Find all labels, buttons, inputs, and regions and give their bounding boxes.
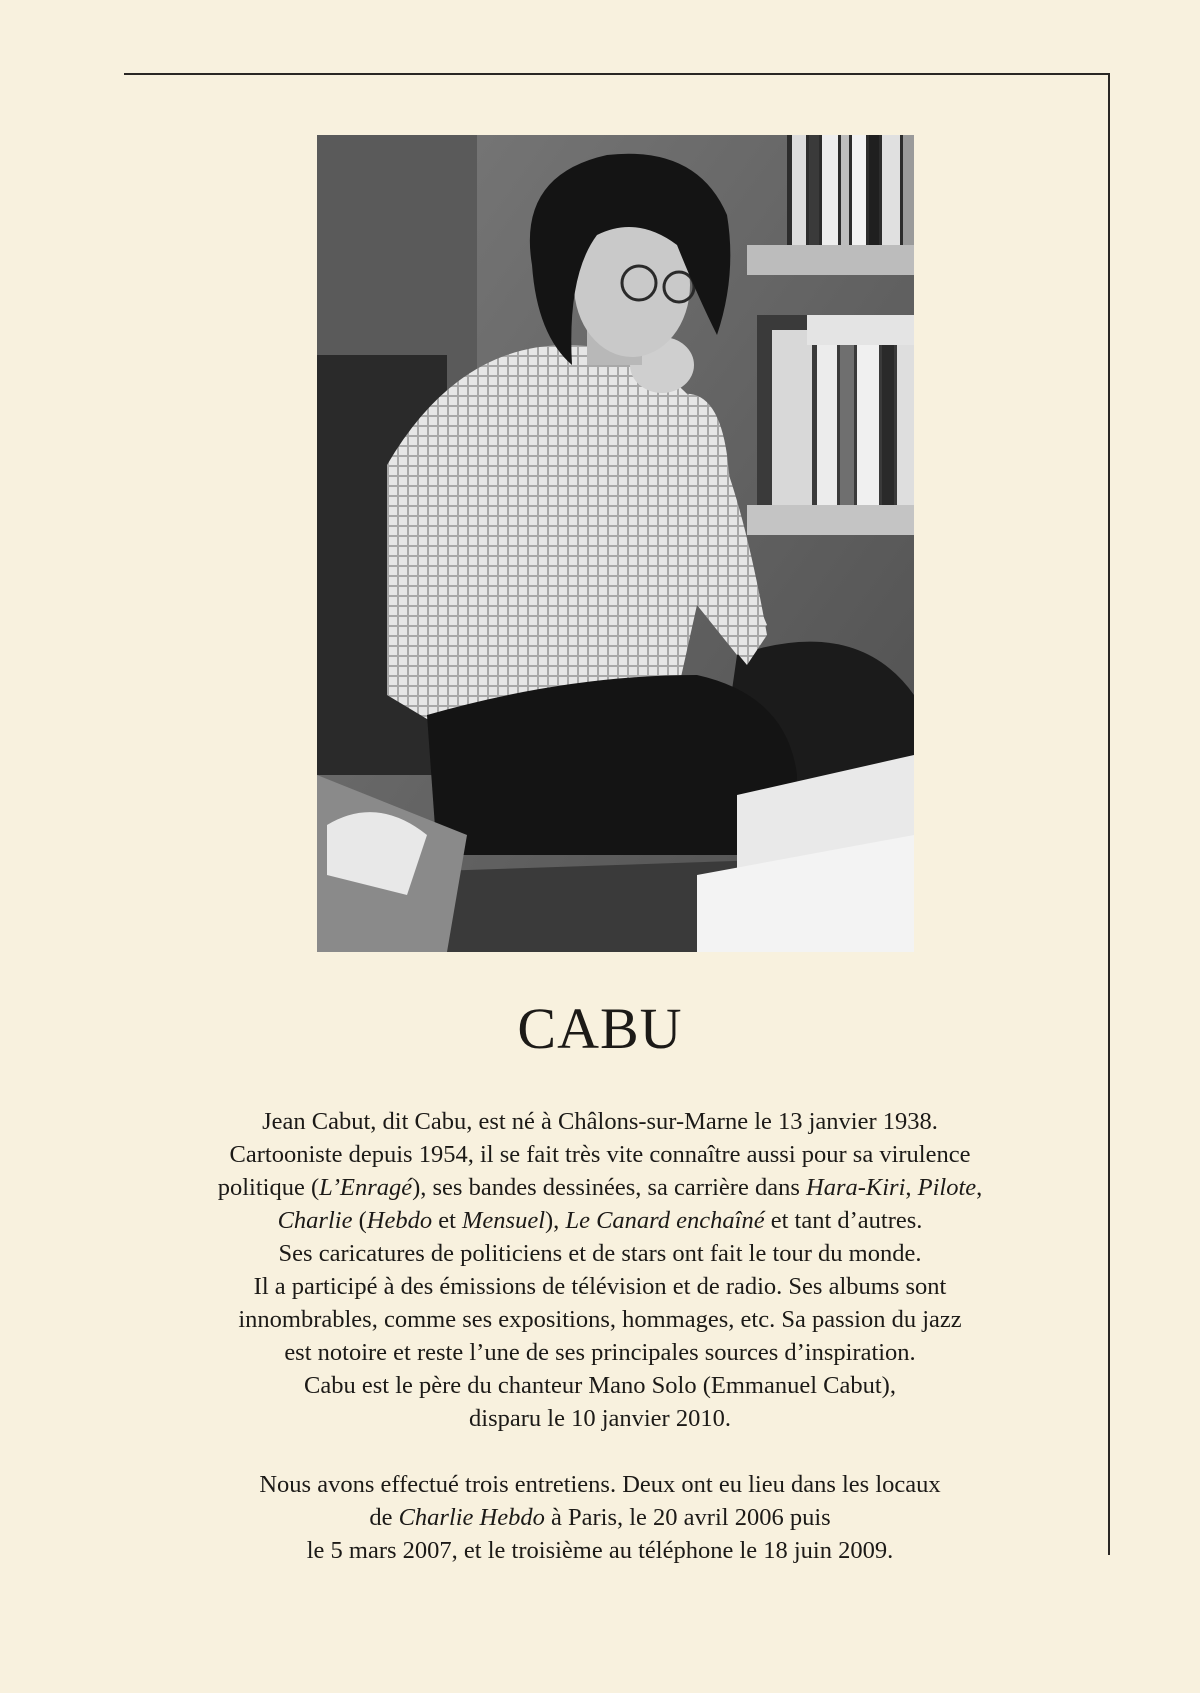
bio-line-3-part-b: ), ses bandes dessinées, sa carrière dans xyxy=(412,1174,806,1201)
title-hebdo: Hebdo xyxy=(366,1207,433,1234)
bio-line-5: Ses caricatures de politiciens et de stars ont fait le tour du monde. xyxy=(278,1240,922,1267)
bio-line-3-part-c: , xyxy=(905,1174,918,1201)
bio-line-3-part-a: politique ( xyxy=(217,1174,320,1201)
title-charlie-hebdo: Charlie Hebdo xyxy=(398,1504,545,1531)
portrait-photo-icon xyxy=(317,135,914,952)
interview-line-2-part-a: de xyxy=(369,1504,399,1531)
interviews-paragraph xyxy=(150,1468,1050,1567)
page-title: CABU xyxy=(517,996,683,1061)
interview-line-1: Nous avons effectué trois entretiens. Deux ont eu lieu dans les locaux xyxy=(259,1471,941,1498)
bio-line-7: innombrables, comme ses expositions, hommages, etc. Sa passion du jazz xyxy=(238,1306,962,1333)
bio-line-10: disparu le 10 janvier 2010. xyxy=(469,1405,731,1432)
bio-line-4-part-d: et tant d’autres. xyxy=(764,1207,923,1234)
biography-paragraph xyxy=(150,1105,1050,1435)
title-charlie: Charlie xyxy=(277,1207,353,1234)
paragraph-gap xyxy=(150,1435,1050,1468)
bio-line-4 xyxy=(150,1204,1050,1237)
bio-line-9: Cabu est le père du chanteur Mano Solo (Emmanuel Cabut), xyxy=(304,1372,896,1399)
bio-line-2: Cartooniste depuis 1954, il se fait très vite connaître aussi pour sa virulence xyxy=(229,1141,971,1168)
frame-top-rule xyxy=(124,73,1110,75)
bio-line-8: est notoire et reste l’une de ses principales sources d’inspiration. xyxy=(284,1339,916,1366)
bio-line-3 xyxy=(150,1171,1050,1204)
bio-line-4-part-c: ), xyxy=(545,1207,566,1234)
title-lenrage: L’Enragé xyxy=(319,1174,413,1201)
title-mensuel: Mensuel xyxy=(462,1207,546,1234)
frame-right-rule xyxy=(1108,73,1110,1555)
bio-line-6: Il a participé à des émissions de télévision et de radio. Ses albums sont xyxy=(253,1273,947,1300)
biography-text xyxy=(150,1105,1050,1567)
interview-line-2 xyxy=(150,1501,1050,1534)
interview-line-2-part-b: à Paris, le 20 avril 2006 puis xyxy=(544,1504,831,1531)
bio-line-4-part-b: et xyxy=(432,1207,463,1234)
interview-line-3: le 5 mars 2007, et le troisième au téléphone le 18 juin 2009. xyxy=(306,1537,894,1564)
portrait-photo xyxy=(317,135,914,952)
bio-line-3-part-d: , xyxy=(976,1174,983,1201)
title-pilote: Pilote xyxy=(917,1174,977,1201)
bio-line-4-part-a: ( xyxy=(352,1207,367,1234)
title-canard-enchaine: Le Canard enchaîné xyxy=(565,1207,765,1234)
bio-line-1: Jean Cabut, dit Cabu, est né à Châlons-sur-Marne le 13 janvier 1938. xyxy=(262,1108,938,1135)
title-hara-kiri: Hara-Kiri xyxy=(806,1174,906,1201)
